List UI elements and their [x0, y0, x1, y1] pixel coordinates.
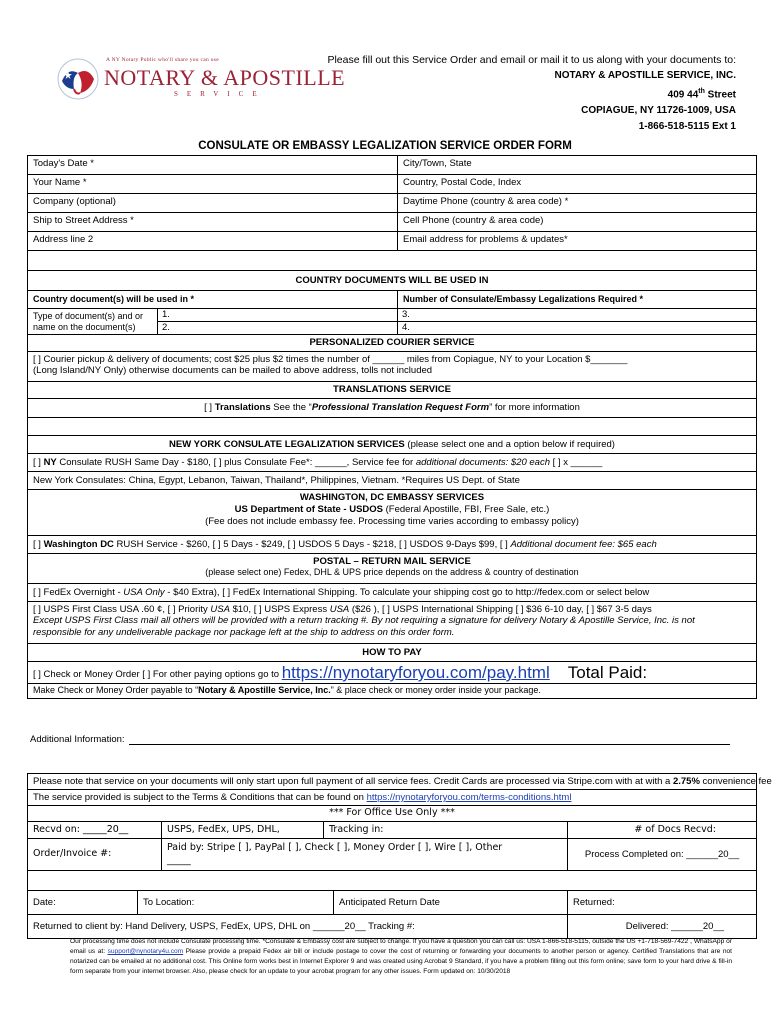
- mailing-address: [327, 52, 736, 135]
- flag-emblem-icon: [54, 55, 102, 103]
- returned-field[interactable]: Returned:: [573, 897, 615, 908]
- blank-row: [28, 251, 756, 270]
- support-email-link[interactable]: support@nynotary4u.com: [107, 948, 184, 955]
- ship-address-field[interactable]: Ship to Street Address *: [28, 213, 398, 231]
- courier-heading: PERSONALIZED COURIER SERVICE: [309, 337, 475, 348]
- company-logo: [54, 55, 346, 105]
- country-used-in-field[interactable]: Country document(s) will be used in *: [28, 291, 398, 308]
- doc-type-2-field[interactable]: 2.: [162, 322, 170, 333]
- postal-heading: POSTAL – RETURN MAIL SERVICE: [313, 556, 471, 567]
- process-completed-field[interactable]: Process Completed on: ______20__: [584, 849, 740, 860]
- additional-info-field[interactable]: Additional Information:: [30, 734, 730, 745]
- pay-link[interactable]: https://nynotaryforyou.com/pay.html: [281, 663, 550, 682]
- cell-phone-field[interactable]: Cell Phone (country & area code): [403, 215, 544, 226]
- date-field[interactable]: Date:: [28, 891, 138, 914]
- address-line2-field[interactable]: Address line 2: [28, 232, 398, 250]
- docs-recvd-field[interactable]: # of Docs Recvd:: [634, 824, 716, 835]
- footer-disclaimer: Our processing time does not include Consulate processing time. *Consulate & Embassy cost are subject to change. If you have a question you can call us: USA 1-866-518-5115, outside the US +1-718-569-7422 , WhatsApp or email us at: support@nynotary4u.com Please provide a prepaid Fedex air bill or include postage to cover the cost of returning or forwarding your documents to another person or agency. Certified Translations that are not notarized can be emailed at no additional cost. This Online form works best in Internet Explorer 9 and was created using Acrobat 9 Standard, if you have a problem filling out this form online; save form to your hard drive & fill-in form separate from your internet browser. Also, please check for an update to your acrobat program for any other issues. Form updated on: 10/30/2018: [70, 938, 732, 975]
- logo-tagline: A NY Notary Public who'll share you can use: [106, 57, 219, 63]
- office-use-table: [27, 773, 772, 939]
- terms-notice: The service provided is subject to the Terms & Conditions that can be found on https://nynotaryforyou.com/terms-conditions.html: [33, 792, 572, 803]
- blank-row-2: [28, 418, 756, 435]
- fedex-option[interactable]: [ ] FedEx Overnight - USA Only - $40 Extra), [ ] FedEx International Shipping. To calculate your shipping cost go to http://fedex.com or select below: [33, 587, 650, 598]
- paid-by-field[interactable]: Paid by: Stripe [ ], PayPal [ ], Check [ ], Money Order [ ], Wire [ ], Other _____: [162, 839, 568, 870]
- office-use-heading: *** For Office Use Only ***: [329, 807, 455, 818]
- ny-consulates-list: New York Consulates: China, Egypt, Lebanon, Taiwan, Thailand*, Philippines, Vietnam. *Requires US Dept. of State: [33, 475, 520, 486]
- num-legalizations-field[interactable]: Number of Consulate/Embassy Legalizations Required *: [403, 294, 644, 304]
- translations-heading: TRANSLATIONS SERVICE: [333, 384, 451, 395]
- returned-by-field[interactable]: Returned to client by: Hand Delivery, USPS, FedEx, UPS, DHL on ______20__ Tracking #:: [28, 915, 568, 938]
- street-address: 409 44th Street: [667, 88, 736, 101]
- carriers-label: USPS, FedEx, UPS, DHL,: [162, 822, 324, 838]
- city-state-field[interactable]: City/Town, State: [403, 158, 472, 169]
- tracking-field[interactable]: Tracking in:: [324, 822, 568, 838]
- dc-rush-option[interactable]: [ ] Washington DC RUSH Service - $260, [ ] 5 Days - $249, [ ] USDOS 5 Days - $218, [ ] USDOS 9-Days $99, [ ] Additional document fee: $65 each: [33, 539, 657, 550]
- phone-number: 1-866-518-5115 Ext 1: [638, 121, 736, 133]
- mail-instruction: Please fill out this Service Order and email or mail it to us along with your documents to:: [327, 54, 736, 66]
- country-postal-field[interactable]: Country, Postal Code, Index: [403, 177, 522, 188]
- delivered-field[interactable]: Delivered: ______20__: [625, 921, 724, 932]
- how-to-pay-heading: HOW TO PAY: [362, 647, 422, 658]
- todays-date-field[interactable]: Today's Date *: [28, 156, 398, 174]
- payable-note: Make Check or Money Order payable to “Notary & Apostille Service, Inc.” & place check or money order inside your package.: [33, 685, 541, 695]
- usdos-heading: US Department of State - USDOS (Federal Apostille, FBI, Free Sale, etc.): [234, 504, 550, 515]
- your-name-field[interactable]: Your Name *: [28, 175, 398, 193]
- check-option[interactable]: [ ] Check or Money Order [ ] For other paying options go to: [33, 669, 282, 680]
- usps-option[interactable]: [ ] USPS First Class USA .60 ¢, [ ] Priority USA $10, [ ] USPS Express USA ($26 ), [ ] USPS International Shipping [ ] $36 6-10 day, [ ] $67 3-5 days: [33, 604, 652, 615]
- doc-type-4-field[interactable]: 4.: [402, 322, 410, 333]
- payment-notice: Please note that service on your documents will only start upon full payment of all service fees. Credit Cards are processed via Stripe.com with at with a 2.75% convenience fee: [33, 776, 772, 787]
- order-form-table: [27, 155, 757, 699]
- form-title: CONSULATE OR EMBASSY LEGALIZATION SERVICE ORDER FORM: [198, 140, 572, 152]
- city-address: COPIAGUE, NY 11726-1009, USA: [581, 105, 736, 117]
- postal-subheading: (please select one) Fedex, DHL & UPS price depends on the address & country of destination: [205, 567, 579, 577]
- company-name: NOTARY & APOSTILLE SERVICE, INC.: [554, 70, 736, 81]
- email-field[interactable]: Email address for problems & updates*: [403, 234, 568, 245]
- doc-type-label: Type of document(s) and or name on the document(s): [28, 309, 158, 334]
- courier-note: (Long Island/NY Only) otherwise documents can be mailed to above address, tolls not included: [33, 365, 433, 376]
- company-field[interactable]: Company (optional): [28, 194, 398, 212]
- dc-heading: WASHINGTON, DC EMBASSY SERVICES: [299, 492, 485, 503]
- terms-link[interactable]: https://nynotaryforyou.com/terms-conditions.html: [366, 792, 572, 803]
- country-heading: COUNTRY DOCUMENTS WILL BE USED IN: [295, 275, 489, 286]
- courier-option[interactable]: [ ] Courier pickup & delivery of documents; cost $25 plus $2 times the number of ______ miles from Copiague, NY to your Location $_______: [33, 354, 628, 365]
- recvd-on-field[interactable]: Recvd on: _____20__: [28, 822, 162, 838]
- doc-type-3-field[interactable]: 3.: [398, 309, 756, 322]
- ny-rush-option[interactable]: [ ] NY Consulate RUSH Same Day - $180, [ ] plus Consulate Fee*: ______, Service fee for additional documents: $20 each [ ] x ______: [33, 457, 603, 468]
- logo-subtitle: SERVICE: [174, 90, 266, 98]
- dc-fee-note: (Fee does not include embassy fee. Processing time varies according to embassy policy): [205, 516, 579, 527]
- payment-options[interactable]: [28, 662, 756, 683]
- daytime-phone-field[interactable]: Daytime Phone (country & area code) *: [403, 196, 569, 207]
- page-header: [0, 0, 770, 140]
- translations-option[interactable]: [ ] Translations See the “Professional Translation Request Form” for more information: [204, 402, 580, 413]
- total-paid-field[interactable]: Total Paid:: [567, 663, 648, 682]
- usps-except-note-2: responsible for any undeliverable package nor package left at the ship to address on this order form.: [33, 627, 455, 638]
- usps-except-note-1: Except USPS First Class mail all others will be provided with a return tracking #. By not requiring a signature for delivery Notary & Apostille Service, Inc. is not: [33, 615, 695, 626]
- order-invoice-field[interactable]: Order/Invoice #:: [28, 839, 162, 870]
- blank-row-3: [28, 871, 756, 890]
- doc-type-1-field[interactable]: 1.: [158, 309, 397, 322]
- to-location-field[interactable]: To Location:: [138, 891, 334, 914]
- anticipated-return-field[interactable]: Anticipated Return Date: [334, 891, 568, 914]
- ny-heading: NEW YORK CONSULATE LEGALIZATION SERVICES (please select one and a option below if required): [169, 439, 615, 450]
- logo-name: NOTARY & APOSTILLE: [104, 65, 346, 90]
